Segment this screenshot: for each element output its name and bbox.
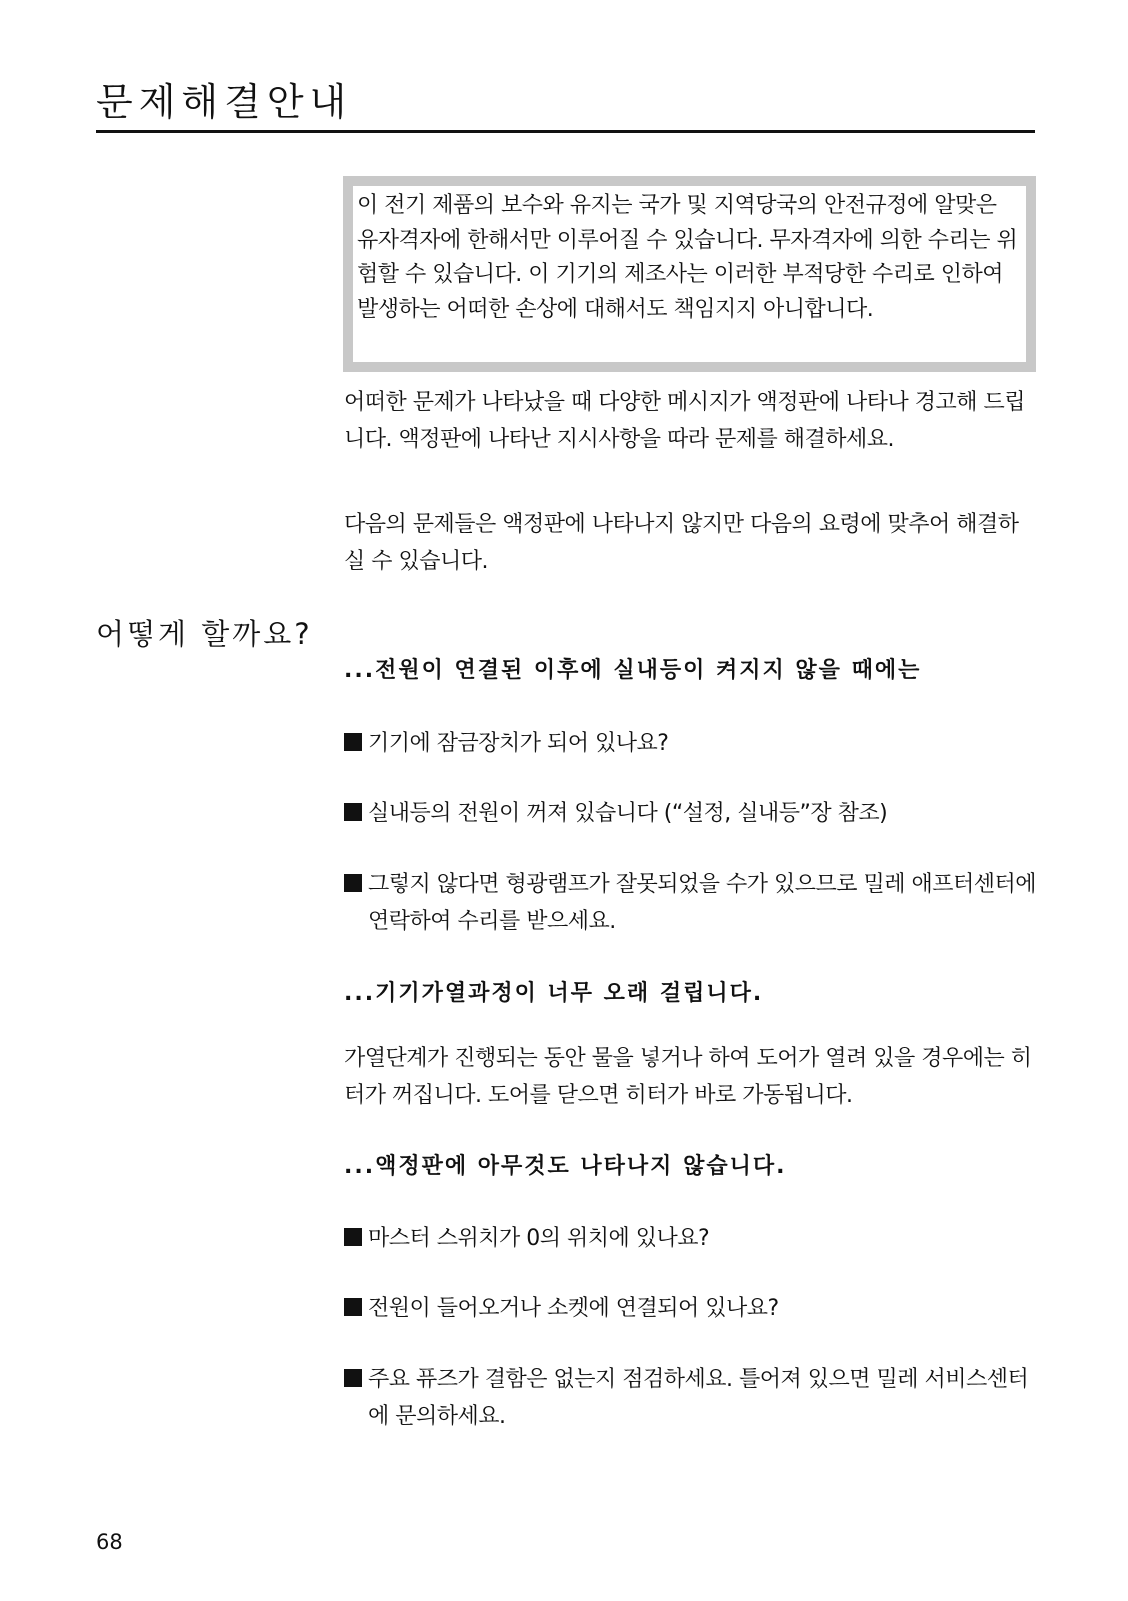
checklist-item-text: 그렇지 않다면 형광램프가 잘못되었을 수가 있으므로 밀레 애프터센터에 연락하여 수리를 받으세요. <box>368 872 1037 934</box>
intro-paragraph-1: 어떠한 문제가 나타났을 때 다양한 메시지가 액정판에 나타나 경고해 드립니다. 액정판에 나타난 지시사항을 따라 문제를 해결하세요. <box>344 390 1026 452</box>
square-bullet-icon <box>344 1369 362 1387</box>
checklist-item-text: 전원이 들어오거나 소켓에 연결되어 있나요? <box>368 1296 779 1321</box>
checklist-item <box>344 1362 1038 1435</box>
checklist-item-text: 기기에 잠금장치가 되어 있나요? <box>368 731 669 756</box>
checklist-item-text: 실내등의 전원이 꺼져 있습니다 (“설정, 실내등”장 참조) <box>368 801 888 826</box>
safety-notice-text: 이 전기 제품의 보수와 유지는 국가 및 지역당국의 안전규정에 알맞은 유자격자에 한해서만 이루어질 수 있습니다. 무자격자에 의한 수리는 위험할 수 있습니다. 이 기기의 제조사는 이러한 부적당한 수리로 인하여 발생하는 어떠한 손상에 대해서도 책임지지 아니합니다. <box>357 193 1018 322</box>
page-title: 문제해결안내 <box>96 80 353 124</box>
problem-heading-lights: ...전원이 연결된 이후에 실내등이 켜지지 않을 때에는 <box>344 658 922 683</box>
checklist-item <box>344 867 1038 940</box>
problem-heading-heating: ...기기가열과정이 너무 오래 걸립니다. <box>344 981 764 1006</box>
checklist-item <box>344 796 1038 833</box>
page-number: 68 <box>96 1530 123 1554</box>
intro-paragraph-2: 다음의 문제들은 액정판에 나타나지 않지만 다음의 요령에 맞추어 해결하실 수 있습니다. <box>344 512 1019 574</box>
problem-heading-display: ...액정판에 아무것도 나타나지 않습니다. <box>344 1154 787 1179</box>
checklist-item <box>344 1221 1038 1258</box>
checklist-item <box>344 1291 1038 1328</box>
square-bullet-icon <box>344 1298 362 1316</box>
square-bullet-icon <box>344 874 362 892</box>
heating-explanation: 가열단계가 진행되는 동안 물을 넣거나 하여 도어가 열려 있을 경우에는 히터가 꺼집니다. 도어를 닫으면 히터가 바로 가동됩니다. <box>344 1046 1032 1108</box>
checklist-item-text: 주요 퓨즈가 결함은 없는지 점검하세요. 틀어져 있으면 밀레 서비스센터에 문의하세요. <box>368 1367 1029 1429</box>
title-divider <box>96 130 1035 133</box>
square-bullet-icon <box>344 1228 362 1246</box>
checklist-item-text: 마스터 스위치가 0의 위치에 있나요? <box>368 1226 710 1251</box>
square-bullet-icon <box>344 733 362 751</box>
checklist-item <box>344 726 1038 763</box>
safety-notice-box <box>343 176 1036 372</box>
section-heading: 어떻게 할까요? <box>96 617 313 651</box>
square-bullet-icon <box>344 803 362 821</box>
